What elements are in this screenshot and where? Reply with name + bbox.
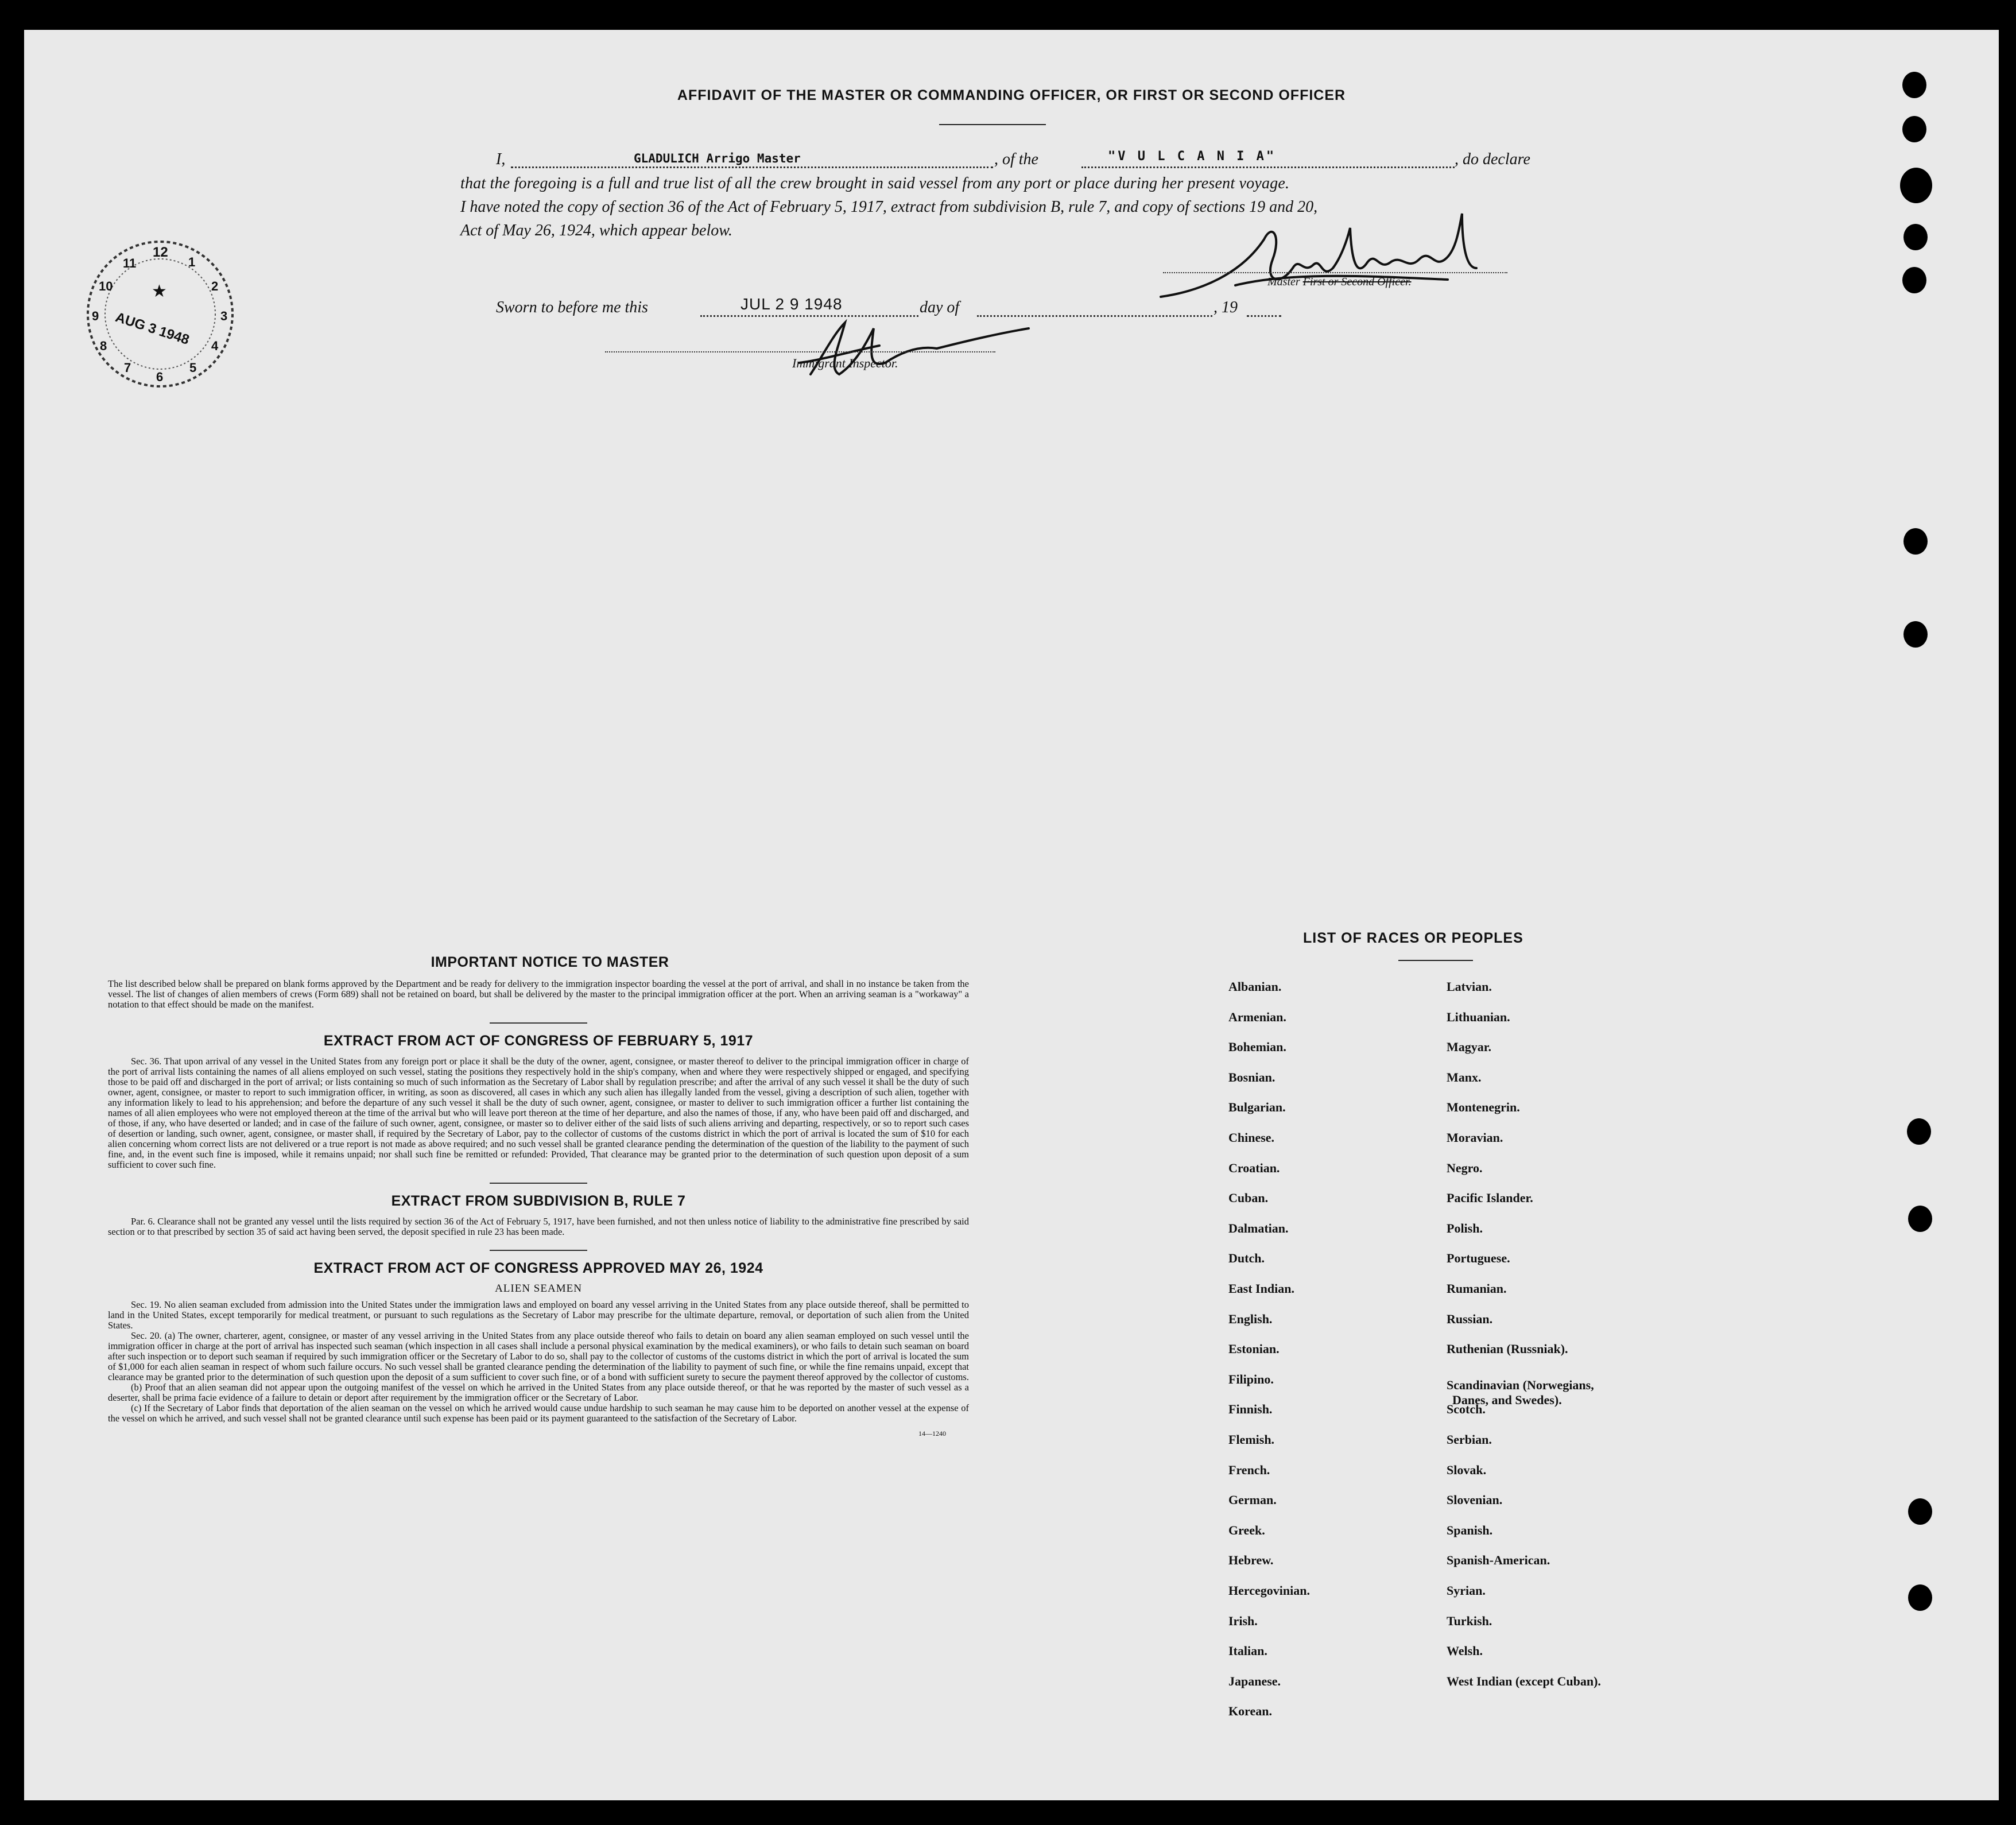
year-suffix-label: , 19 bbox=[1214, 299, 1238, 316]
race-list-item: Negro. bbox=[1447, 1160, 1483, 1175]
stamp-number: 10 bbox=[99, 279, 113, 293]
punch-hole bbox=[1902, 72, 1926, 98]
race-list-item: Turkish. bbox=[1447, 1613, 1492, 1628]
notice-section bbox=[108, 954, 969, 1438]
stamp-number: 2 bbox=[211, 279, 219, 293]
race-list-item: Japanese. bbox=[1228, 1673, 1281, 1688]
year-line bbox=[1247, 315, 1281, 317]
divider bbox=[490, 1250, 587, 1251]
race-list-item: Albanian. bbox=[1228, 979, 1282, 994]
race-list-item: Dalmatian. bbox=[1228, 1220, 1289, 1235]
race-list-item: English. bbox=[1228, 1311, 1273, 1326]
race-list-item: Slovenian. bbox=[1447, 1493, 1503, 1508]
race-list-item: Polish. bbox=[1447, 1220, 1483, 1235]
races-title: LIST OF RACES OR PEOPLES bbox=[1303, 930, 1523, 946]
race-list-item: Bohemian. bbox=[1228, 1040, 1286, 1055]
affidavit-line-3: I have noted the copy of section 36 of the Act of February 5, 1917, extract from subdivision B, rule 7, and copy of sections 19 and 20, bbox=[460, 198, 1318, 216]
stamp-date: AUG 3 1948 bbox=[113, 309, 191, 348]
race-list-item: Greek. bbox=[1228, 1522, 1265, 1537]
punch-hole bbox=[1908, 1584, 1932, 1611]
punch-hole bbox=[1900, 168, 1932, 203]
punch-hole bbox=[1908, 1206, 1932, 1232]
race-list-item: West Indian (except Cuban). bbox=[1447, 1673, 1601, 1688]
race-list-item: Russian. bbox=[1447, 1311, 1493, 1326]
race-list-item: Armenian. bbox=[1228, 1009, 1286, 1024]
race-list-item: Dutch. bbox=[1228, 1251, 1265, 1266]
form-number: 14—1240 bbox=[918, 1429, 946, 1437]
inspector-caption: Immigrant Inspector. bbox=[792, 356, 898, 370]
extract2-body: Par. 6. Clearance shall not be granted any vessel until the lists required by section 36 of the Act of February 5, 1917, have been furnished, and not then unless notice of liability to the administrative fine prescribed by said section or to that prescribed by section 35 of said act having been served, the deposit specified in rule 23 has been made. bbox=[108, 1216, 969, 1237]
do-declare-label: , do declare bbox=[1455, 150, 1530, 168]
race-list-item: Hebrew. bbox=[1228, 1553, 1274, 1568]
race-list-item: Hercegovinian. bbox=[1228, 1583, 1310, 1598]
inspector-signature-line bbox=[605, 351, 995, 352]
stamp-star-icon: ★ bbox=[152, 282, 167, 301]
stamp-number: 12 bbox=[153, 245, 168, 260]
race-list-item: Estonian. bbox=[1228, 1342, 1280, 1357]
stamp-number: 6 bbox=[156, 370, 164, 384]
stamp-number: 8 bbox=[100, 339, 107, 353]
race-list-item: Lithuanian. bbox=[1447, 1009, 1510, 1024]
race-list-item: Latvian. bbox=[1447, 979, 1492, 994]
arrival-clock-stamp bbox=[84, 238, 237, 390]
race-list-item: Manx. bbox=[1447, 1070, 1482, 1084]
race-list-item: Syrian. bbox=[1447, 1583, 1486, 1598]
race-list-item: German. bbox=[1228, 1493, 1277, 1508]
race-list-item: Serbian. bbox=[1447, 1432, 1492, 1447]
extract3-sec19: Sec. 19. No alien seaman excluded from admission into the United States under the immigration laws and employed on board any vessel arriving in the United States from any place outside thereof, shall be permitted to land in the United States, except temporarily for medical treatment, or pursuant to such regulations as the Secretary of Labor may prescribe for the ultimate departure, removal, or deportation of such alien from the United States. bbox=[108, 1299, 969, 1331]
stamp-number: 11 bbox=[123, 256, 137, 270]
sworn-date-stamp: JUL 2 9 1948 bbox=[741, 295, 843, 313]
race-list-item: French. bbox=[1228, 1462, 1270, 1477]
punch-hole bbox=[1908, 1498, 1932, 1525]
signature-caption bbox=[1267, 276, 1412, 289]
race-list-item: Filipino. bbox=[1228, 1371, 1274, 1386]
race-list-item: Danes, and Swedes). bbox=[1452, 1392, 1562, 1407]
race-list-item: Italian. bbox=[1228, 1644, 1267, 1659]
race-list-item: Bulgarian. bbox=[1228, 1100, 1286, 1115]
race-list-item: East Indian. bbox=[1228, 1281, 1294, 1296]
day-of-label: day of bbox=[920, 299, 960, 316]
extract3-sec20a: Sec. 20. (a) The owner, charterer, agent, consignee, or master of any vessel arriving in the United States from any place outside thereof who fails to detain on board any alien seaman employed on such vessel until the immigration officer in charge at the port of arrival has inspected such seaman (which inspection in all cases shall include a personal physical examination by the medical examiners), or who fails to detain such seaman on board after such inspection or to deport such seaman if required by such immigration officer or the Secretary of Labor to do so, shall pay to the collector of customs of the customs district in which the port of arrival is located the sum of $1,000 for each alien seaman in respect of whom such failure occurs. No such vessel shall be granted clearance pending the determination of the liability to payment of such fine, or while the fine remains unpaid, except that clearance may be granted prior to the determination of such question upon the deposit of a sum sufficient to cover such fine, or of a bond with sufficient surety to secure the payment thereof approved by the collector of customs. bbox=[108, 1330, 969, 1382]
affidavit-line-4: Act of May 26, 1924, which appear below. bbox=[460, 222, 732, 239]
race-list-item: Ruthenian (Russniak). bbox=[1447, 1342, 1568, 1357]
title-underline bbox=[939, 124, 1046, 125]
race-list-item: Welsh. bbox=[1447, 1644, 1483, 1659]
race-list-item: Irish. bbox=[1228, 1613, 1258, 1628]
race-list-item: Montenegrin. bbox=[1447, 1100, 1520, 1115]
sworn-label: Sworn to before me this bbox=[496, 299, 648, 316]
extract1-title: EXTRACT FROM ACT OF CONGRESS OF FEBRUARY 5, 1917 bbox=[323, 1033, 754, 1049]
race-list-item: Magyar. bbox=[1447, 1040, 1492, 1055]
extract3-title: EXTRACT FROM ACT OF CONGRESS APPROVED MAY 26, 1924 bbox=[313, 1260, 763, 1276]
extract3-subtitle: ALIEN SEAMEN bbox=[495, 1282, 582, 1295]
master-name-line bbox=[511, 166, 993, 168]
race-list-item: Spanish. bbox=[1447, 1522, 1493, 1537]
of-the-label: , of the bbox=[994, 150, 1038, 168]
notice-body: The list described below shall be prepared on blank forms approved by the Department and be ready for delivery to the immigration inspector boarding the vessel at the port of arrival, and shall in no instance be taken from the vessel. The list of changes of alien members of crews (Form 689) shall not be retained on board, but shall be delivered by the master to the principal immigration officer at the port. When an arriving seaman is a "workaway" a notation to that effect should be made on the manifest. bbox=[108, 978, 969, 1010]
race-list-item: Slovak. bbox=[1447, 1462, 1487, 1477]
race-list-item: Cuban. bbox=[1228, 1191, 1269, 1206]
signature-caption-master: Master bbox=[1267, 276, 1300, 288]
extract1-body: Sec. 36. That upon arrival of any vessel in the United States from any foreign port or place it shall be the duty of the owner, agent, consignee, or master thereof to deliver to the principal immigration officer in charge of the port of arrival lists containing the names of all aliens employed on such vessel, stating the positions they respectively hold in the ship's company, when and where they were respectively shipped or engaged, and specifying those to be paid off and discharged in the port of arrival; or lists containing so much of such information as the Secretary of Labor shall by regulation prescribe; and after the arrival of any such vessel it shall be the duty of such owner, agent, consignee, or master to report to such immigration officer, in writing, as soon as discovered, all cases in which any such alien has illegally landed from the vessel, giving a description of such alien, together with any information likely to lead to his apprehension; and before the departure of any such vessel it shall be the duty of such owner, agent, consignee, or master to deliver to such immigration officer a further list containing the names of all alien employees who were not employed thereon at the time of the arrival but who will leave port thereon at the time of her departure, and also the names of those, if any, who have been paid off and discharged, and of those, if any, who have deserted or landed; and in case of the failure of such owner, agent, consignee, or master so to deliver either of the said lists of such aliens arriving and departing, respectively, or so to report such cases of desertion or landing, such owner, agent, consignee, or master shall, if required by the Secretary of Labor, pay to the collector of customs of the customs district in which the port of arrival is located the sum of $10 for each alien concerning whom correct lists are not delivered or a true report is not made as above required; and no such vessel shall be granted clearance pending the determination of the question of the liability to the payment of such fine, and, in the event such fine is imposed, while it remains unpaid; nor shall such fine be remitted or refunded: Provided, That clearance may be granted prior to the determination of such question upon deposit of a sum sufficient to cover such fine. bbox=[108, 1056, 969, 1170]
race-list-item: Rumanian. bbox=[1447, 1281, 1507, 1296]
divider bbox=[490, 1022, 587, 1024]
extract3-sec20c: (c) If the Secretary of Labor finds that deportation of the alien seaman on the vessel on which he arrived would cause undue hardship to such seaman he may cause him to be deported on another vessel at the expense of the vessel on which he arrived, and such vessel shall not be granted clearance until such expense has been paid or its payment guaranteed to the satisfaction of the Secretary of Labor. bbox=[108, 1402, 969, 1424]
race-list-item: Korean. bbox=[1228, 1704, 1272, 1719]
master-signature-line bbox=[1163, 272, 1507, 273]
signature-caption-struck: First or Second Officer. bbox=[1302, 276, 1412, 288]
affidavit-line-2: that the foregoing is a full and true list of all the crew brought in said vessel from any port or place during her present voyage. bbox=[460, 175, 1290, 192]
master-name-value: GLADULICH Arrigo Master bbox=[634, 152, 801, 165]
stamp-number: 5 bbox=[189, 361, 197, 375]
inspector-signature bbox=[788, 311, 1063, 386]
extract3-sec20b: (b) Proof that an alien seaman did not appear upon the outgoing manifest of the vessel on which he arrived in the United States from any place outside thereof, or that he was reported by the master of such vessel as a deserter, shall be prima facie evidence of a failure to detain or deport after requirement by the immigration officer or the Secretary of Labor. bbox=[108, 1382, 969, 1403]
race-list-item: Flemish. bbox=[1228, 1432, 1275, 1447]
races-title-underline bbox=[1398, 960, 1473, 961]
punch-hole bbox=[1902, 267, 1926, 293]
stamp-number: 3 bbox=[220, 309, 228, 323]
vessel-name-value: "V U L C A N I A" bbox=[1108, 149, 1277, 164]
race-list-item: Spanish-American. bbox=[1447, 1553, 1550, 1568]
notice-title: IMPORTANT NOTICE TO MASTER bbox=[431, 954, 669, 970]
race-list-item: Bosnian. bbox=[1228, 1070, 1275, 1084]
punch-hole bbox=[1903, 621, 1928, 648]
race-list-item: Moravian. bbox=[1447, 1130, 1503, 1145]
vessel-name-line bbox=[1081, 166, 1455, 168]
divider bbox=[490, 1183, 587, 1184]
extract2-title: EXTRACT FROM SUBDIVISION B, RULE 7 bbox=[391, 1193, 686, 1209]
stamp-number: 1 bbox=[188, 255, 196, 269]
race-list-item: Chinese. bbox=[1228, 1130, 1275, 1145]
affidavit-title: AFFIDAVIT OF THE MASTER OR COMMANDING OFFICER, OR FIRST OR SECOND OFFICER bbox=[677, 87, 1346, 103]
i-label: I, bbox=[496, 150, 506, 168]
punch-hole bbox=[1903, 224, 1928, 250]
document-page bbox=[24, 30, 1999, 1800]
punch-hole bbox=[1907, 1118, 1931, 1145]
race-list-item: Croatian. bbox=[1228, 1160, 1280, 1175]
race-list-item: Portuguese. bbox=[1447, 1251, 1510, 1266]
stamp-number: 7 bbox=[124, 361, 131, 375]
punch-hole bbox=[1903, 528, 1928, 555]
punch-hole bbox=[1902, 116, 1926, 142]
stamp-number: 9 bbox=[92, 309, 99, 323]
race-list-item: Scotch. bbox=[1447, 1402, 1486, 1417]
race-list-item: Pacific Islander. bbox=[1447, 1191, 1533, 1206]
race-list-item: Scandinavian (Norwegians, bbox=[1447, 1377, 1594, 1392]
stamp-number: 4 bbox=[211, 339, 219, 353]
race-list-item: Finnish. bbox=[1228, 1402, 1273, 1417]
master-signature bbox=[1149, 205, 1517, 308]
